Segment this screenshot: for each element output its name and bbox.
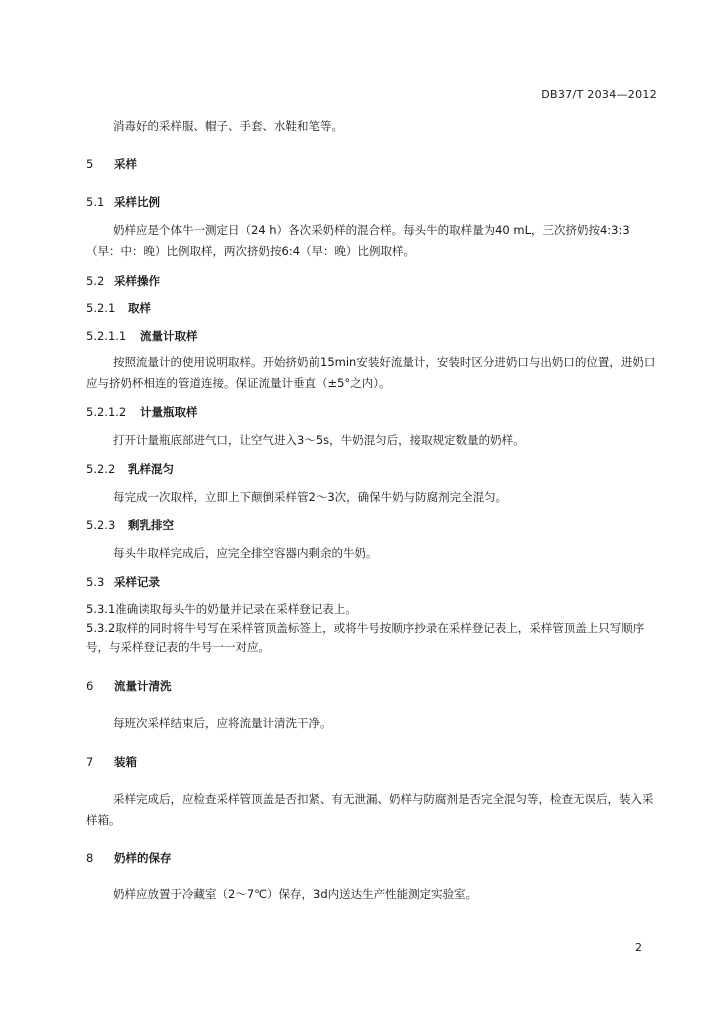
section-5-2-1-1-body: 按照流量计的使用说明取样。开始挤奶前15min安装好流量计，安装时区分进奶口与出奶口的位置，进奶口应与挤奶杯相连的管道连接。保证流量计垂直（±5°之内）。 xyxy=(86,355,656,390)
section-title: 装箱 xyxy=(114,755,137,769)
section-7-body: 采样完成后，应检查采样管顶盖是否扣紧、有无泄漏、奶样与防腐剂是否完全混匀等，检查无误后，装入采样箱。 xyxy=(86,792,654,827)
section-8-heading xyxy=(86,850,656,866)
section-5-2-2-heading xyxy=(86,461,656,477)
section-title: 采样比例 xyxy=(114,195,160,209)
section-5-2-1-2-heading xyxy=(86,404,656,420)
section-number: 5.1 xyxy=(86,195,105,209)
section-title: 乳样混匀 xyxy=(128,462,174,476)
section-number: 5.2.3 xyxy=(86,518,116,532)
section-number: 5.2.1.2 xyxy=(86,405,127,419)
section-5-2-1-heading xyxy=(86,300,656,316)
section-number: 7 xyxy=(86,755,94,769)
section-5-2-3-heading xyxy=(86,517,656,533)
section-5-2-2-body: 每完成一次取样，立即上下颠倒采样管2～3次，确保牛奶与防腐剂完全混匀。 xyxy=(113,490,508,504)
section-5-1-body: 奶样应是个体牛一测定日（24 h）各次采奶样的混合样。每头牛的取样量为40 mL，三次挤奶按4:3:3（早：中：晚）比例取样，两次挤奶按6:4（早：晚）比例取样。 xyxy=(86,223,630,258)
section-5-2-1-1-heading xyxy=(86,328,656,344)
clause-number: 5.3.2 xyxy=(86,621,116,635)
section-title: 采样操作 xyxy=(114,274,160,288)
section-title: 奶样的保存 xyxy=(114,851,172,865)
section-title: 采样 xyxy=(114,157,137,171)
section-5-2-3-body: 每头牛取样完成后，应完全排空容器内剩余的牛奶。 xyxy=(113,546,378,560)
section-6-body: 每班次采样结束后，应将流量计清洗干净。 xyxy=(113,716,332,730)
section-5-3-1-paragraph xyxy=(86,600,656,619)
standard-code: DB37/T 2034—2012 xyxy=(541,88,657,101)
section-8-body: 奶样应放置于冷藏室（2～7℃）保存，3d内送达生产性能测定实验室。 xyxy=(113,887,478,901)
section-5-2-heading xyxy=(86,273,656,289)
section-5-2-1-2-body: 打开计量瓶底部进气口，让空气进入3～5s，牛奶混匀后，接取规定数量的奶样。 xyxy=(113,433,525,447)
section-5-3-2-paragraph xyxy=(86,619,656,657)
intro-paragraph: 消毒好的采样服、帽子、手套、水鞋和笔等。 xyxy=(113,119,343,133)
section-7-heading xyxy=(86,754,656,770)
section-title: 流量计清洗 xyxy=(114,679,172,693)
section-5-3-heading xyxy=(86,574,656,590)
section-number: 5.2.1 xyxy=(86,301,116,315)
clause-text: 取样的同时将牛号写在采样管顶盖标签上，或将牛号按顺序抄录在采样登记表上，采样管顶盖上只写顺序号，与采样登记表的牛号一一对应。 xyxy=(86,621,645,654)
section-5-1-heading xyxy=(86,194,656,210)
section-title: 剩乳排空 xyxy=(128,518,174,532)
section-title: 采样记录 xyxy=(114,575,160,589)
section-title: 流量计取样 xyxy=(140,329,198,343)
clause-number: 5.3.1 xyxy=(86,602,116,616)
section-title: 计量瓶取样 xyxy=(140,405,198,419)
section-5-heading xyxy=(86,156,656,172)
section-number: 5.2.2 xyxy=(86,462,116,476)
clause-text: 准确读取每头牛的奶量并记录在采样登记表上。 xyxy=(115,602,357,616)
section-number: 5.3 xyxy=(86,575,105,589)
section-number: 8 xyxy=(86,851,94,865)
section-6-heading xyxy=(86,678,656,694)
page-number: 2 xyxy=(635,941,642,954)
section-number: 5 xyxy=(86,157,94,171)
section-number: 5.2.1.1 xyxy=(86,329,127,343)
section-title: 取样 xyxy=(128,301,151,315)
section-number: 5.2 xyxy=(86,274,105,288)
section-number: 6 xyxy=(86,679,94,693)
